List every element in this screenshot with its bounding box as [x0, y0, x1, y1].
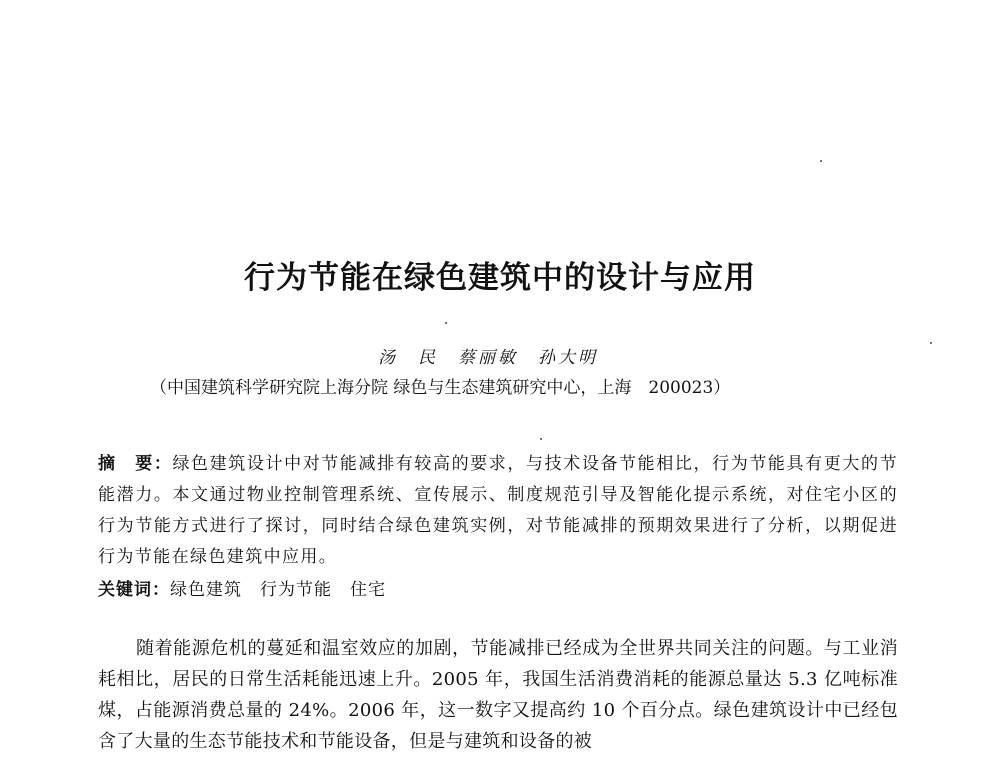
abstract-label: 摘 要： — [98, 454, 173, 474]
keywords — [98, 575, 386, 600]
scan-speck — [540, 438, 542, 440]
body-paragraph: 随着能源危机的蔓延和温室效应的加剧，节能减排已经成为全世界共同关注的问题。与工业消耗相比，居民的日常生活耗能迅速上升。2005 年，我国生活消费消耗的能源总量达 5.3 亿吨标准煤，占能源消费总量的 24%。2006 年，这一数字又提高约 10 个百分点。绿色建筑设计中已经包含了大量的生态节能技术和节能设备，但是与建筑和设备的被 — [98, 638, 898, 752]
abstract — [98, 449, 898, 573]
keywords-text: 绿色建筑 行为节能 住宅 — [170, 580, 386, 600]
scan-speck — [445, 322, 447, 324]
keywords-label: 关键词： — [98, 580, 170, 600]
scan-speck — [930, 342, 932, 344]
abstract-text: 绿色建筑设计中对节能减排有较高的要求，与技术设备节能相比，行为节能具有更大的节能潜力。本文通过物业控制管理系统、宣传展示、制度规范引导及智能化提示系统，对住宅小区的行为节能方式进行了探讨，同时结合绿色建筑实例，对节能减排的预期效果进行了分析，以期促进行为节能在绿色建筑中应用。 — [98, 454, 898, 567]
affiliation-line: （中国建筑科学研究院上海分院 绿色与生态建筑研究中心，上海 200023） — [150, 378, 731, 398]
author-line: 汤 民 蔡丽敏 孙大明 — [378, 348, 598, 368]
scan-speck — [820, 160, 822, 162]
paper-title: 行为节能在绿色建筑中的设计与应用 — [244, 260, 756, 296]
